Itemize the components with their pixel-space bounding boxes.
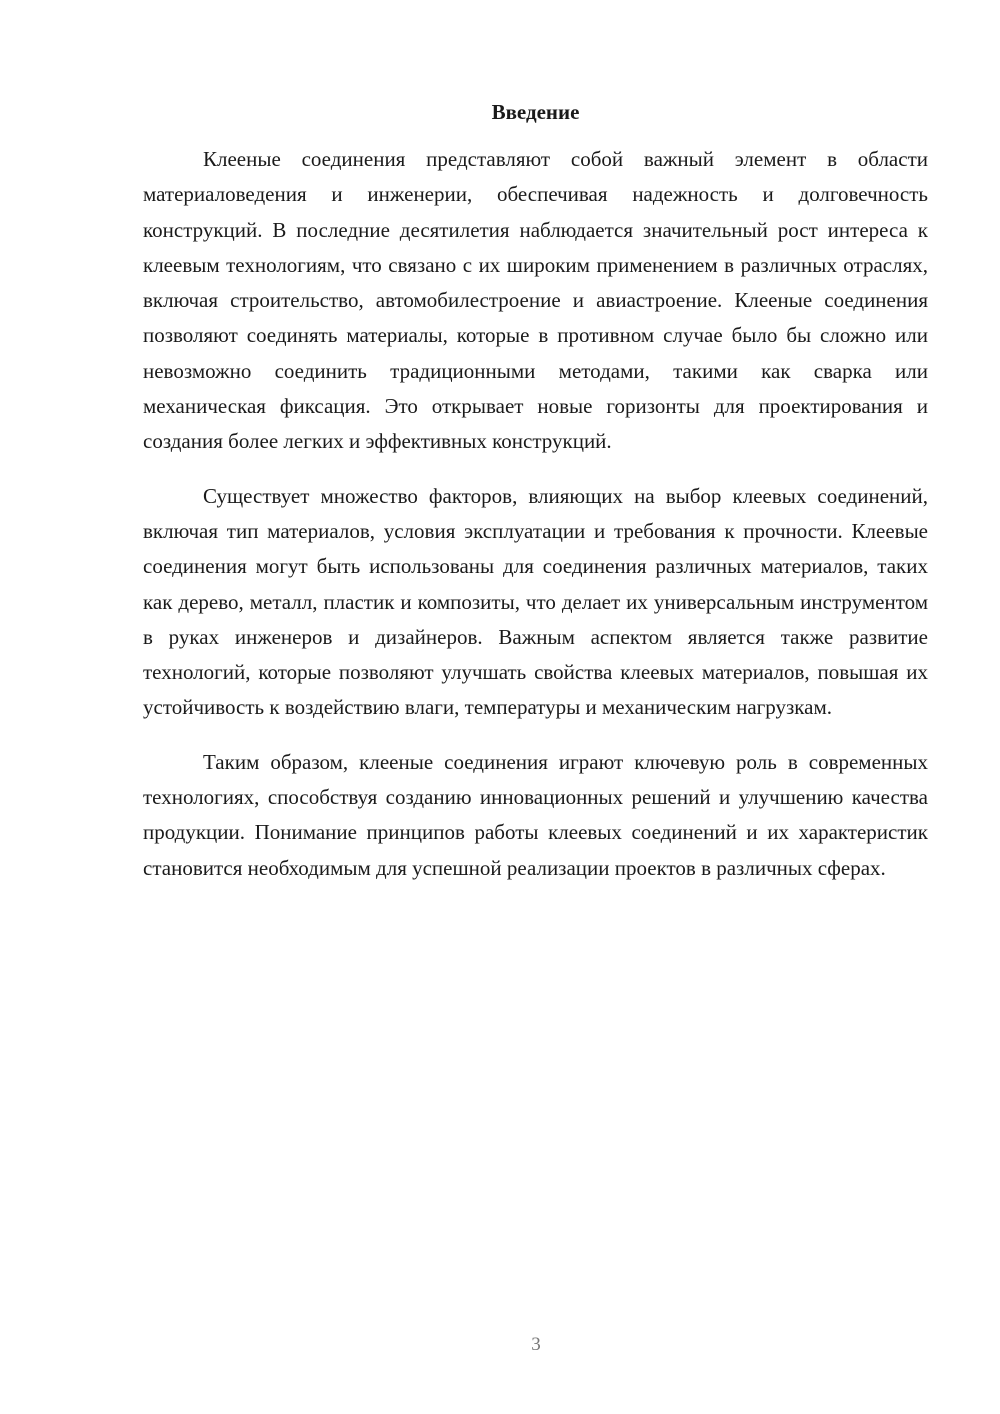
paragraph-2: Существует множество факторов, влияющих на выбор клеевых соединений, включая тип материалов, условия эксплуатации и требования к прочности. Клеевые соединения могут быть использованы для соединения различных материалов, таких как дерево, металл, пластик и композиты, что делает их универсальным инструментом в руках инженеров и дизайнеров. Важным аспектом является также развитие технологий, которые позволяют улучшать свойства клеевых материалов, повышая их устойчивость к воздействию влаги, температуры и механическим нагрузкам. [143,483,928,720]
body-text [143,142,928,905]
paragraph-3: Таким образом, клееные соединения играют ключевую роль в современных технологиях, способствуя созданию инновационных решений и улучшению качества продукции. Понимание принципов работы клеевых соединений и их характеристик становится необходимым для успешной реализации проектов в различных сферах. [143,749,928,880]
section-heading: Введение [491,100,580,124]
page-number: 3 [531,1334,541,1355]
paragraph-1: Клееные соединения представляют собой важный элемент в области материаловедения и инженерии, обеспечивая надежность и долговечность конструкций. В последние десятилетия наблюдается значительный рост интереса к клеевым технологиям, что связано с их широким применением в различных отраслях, включая строительство, автомобилестроение и авиастроение. Клееные соединения позволяют соединять материалы, которые в противном случае было бы сложно или невозможно соединить традиционными методами, такими как сварка или механическая фиксация. Это открывает новые горизонты для проектирования и создания более легких и эффективных конструкций. [143,147,928,454]
